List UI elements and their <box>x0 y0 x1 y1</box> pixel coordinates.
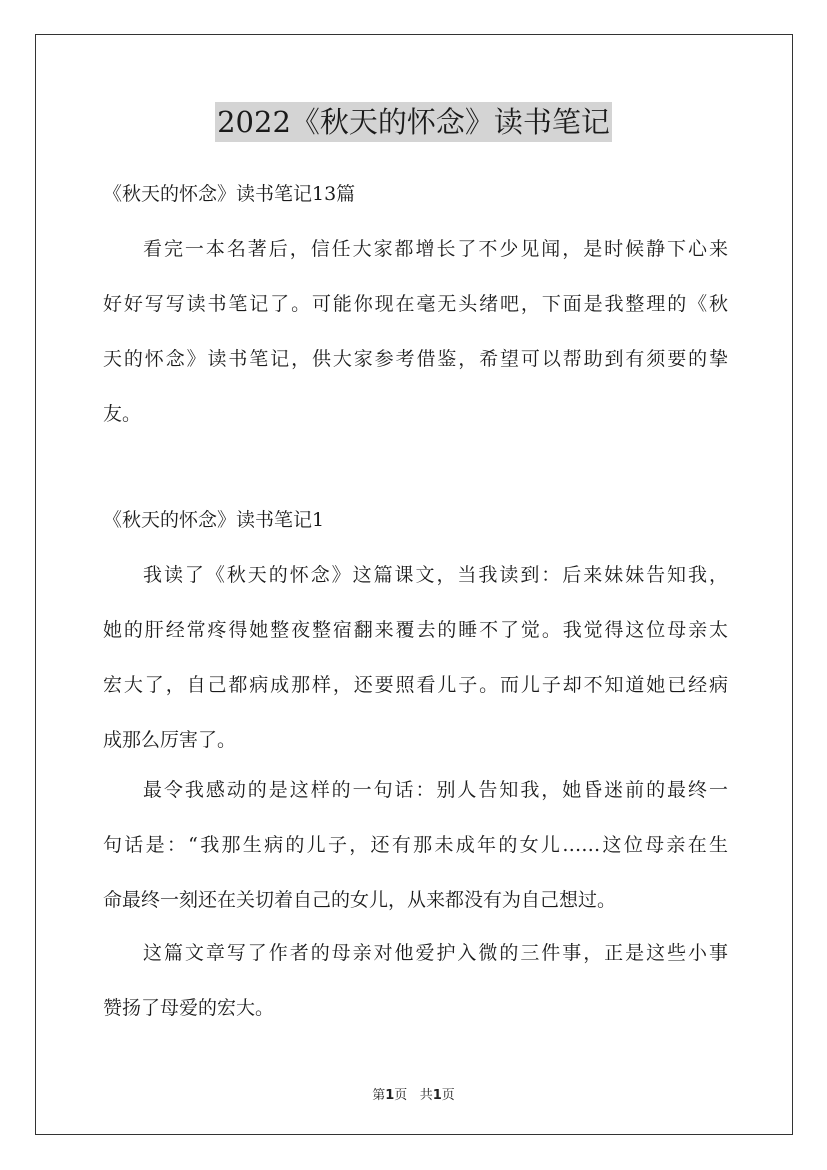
subtitle: 《秋天的怀念》读书笔记13篇 <box>103 183 356 205</box>
intro-line-4: 友。 <box>103 403 142 425</box>
para2-line-3: 命最终一刻还在关切着自己的女儿，从来都没有为自己想过。 <box>103 889 617 911</box>
para1-line-2: 她的肝经常疼得她整夜整宿翻来覆去的睡不了觉。我觉得这位母亲太 <box>103 619 728 641</box>
footer-page-number: 1 <box>385 1088 395 1103</box>
intro-line-2: 好好写写读书笔记了。可能你现在毫无头绪吧，下面是我整理的《秋 <box>103 293 728 315</box>
para2-line-2: 句话是：“我那生病的儿子，还有那未成年的女儿……这位母亲在生 <box>103 834 728 856</box>
title-container <box>0 102 827 142</box>
para3-line-1: 这篇文章写了作者的母亲对他爱护入微的三件事，正是这些小事 <box>143 942 728 964</box>
para2-line-1: 最令我感动的是这样的一句话：别人告知我，她昏迷前的最终一 <box>143 779 728 801</box>
intro-line-3: 天的怀念》读书笔记，供大家参考借鉴，希望可以帮助到有须要的挚 <box>103 348 728 370</box>
para1-line-4: 成那么厉害了。 <box>103 729 237 751</box>
page-footer <box>0 1084 827 1103</box>
footer-total-pages: 1 <box>432 1088 442 1103</box>
footer-prefix: 第 <box>372 1088 386 1103</box>
para1-line-3: 宏大了，自己都病成那样，还要照看儿子。而儿子却不知道她已经病 <box>103 674 728 696</box>
para3-line-2: 赞扬了母爱的宏大。 <box>103 997 275 1019</box>
intro-line-1: 看完一本名著后，信任大家都增长了不少见闻，是时候静下心来 <box>143 238 728 260</box>
para1-line-1: 我读了《秋天的怀念》这篇课文，当我读到：后来妹妹告知我， <box>143 564 728 586</box>
footer-suffix: 页 <box>441 1088 455 1103</box>
document-title: 2022《秋天的怀念》读书笔记 <box>215 102 612 142</box>
footer-mid: 页 共 <box>394 1088 433 1103</box>
section-heading-1: 《秋天的怀念》读书笔记1 <box>103 509 325 531</box>
